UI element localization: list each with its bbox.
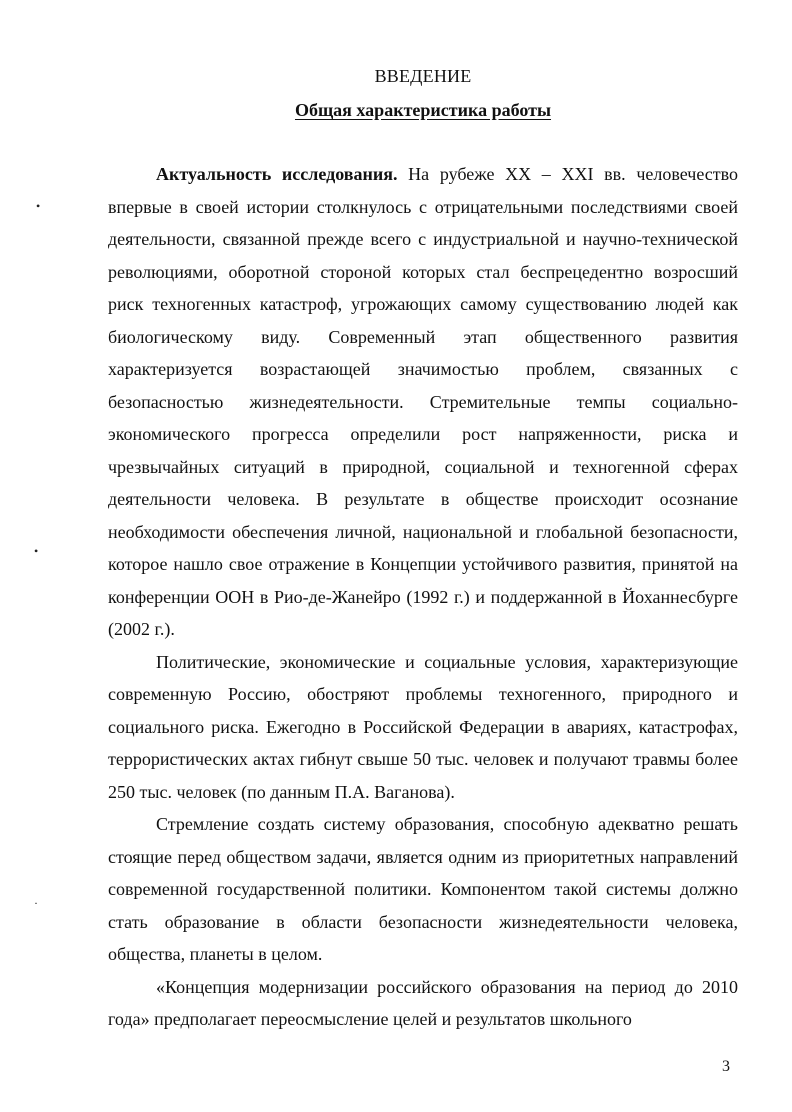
paragraph-text: На рубеже XX – XXI вв. человечество впервые в своей истории столкнулось с отрицательными последствиями своей деятельности, связанной прежде всего с индустриальной и научно-технической революциями, оборотной стороной которых стал беспрецедентно возросший риск техногенных катастроф, угрожающих самому существованию людей как биологическому виду. Современный этап общественного развития характеризуется возрастающей значимостью проблем, связанных с безопасностью жизнедеятельности. Стремительные темпы социально-экономического прогресса определили рост напряженности, риска и чрезвычайных ситуаций в природной, социальной и техногенной сферах деятельности человека. В результате в обществе происходит осознание необходимости обеспечения личной, национальной и глобальной безопасности, которое нашло свое отражение в Концепции устойчивого развития, принятой на конференции ООН в Рио-де-Жанейро (1992 г.) и поддержанной в Йоханнесбурге (2002 г.).: [108, 164, 739, 639]
paragraph-relevance: [108, 158, 738, 646]
paragraph-text: «Концепция модернизации российского образования на период до 2010 года» предполагает переосмысление целей и результатов школьного: [108, 976, 738, 1029]
body-text: [108, 158, 738, 1036]
paragraph-text: Политические, экономические и социальные условия, характеризующие современную Россию, обостряют проблемы техногенного, природного и социального риска. Ежегодно в Российской Федерации в авариях, катастрофах, террористических актах гибнут свыше 50 тыс. человек и получают травмы более 250 тыс. человек (по данным П.А. Ваганова).: [108, 651, 738, 802]
page-title: ВВЕДЕНИЕ: [374, 66, 472, 86]
scan-mark: ·: [34, 896, 38, 910]
scan-mark: •: [36, 199, 41, 213]
paragraph-conditions: [108, 646, 738, 809]
scan-mark: •: [34, 544, 39, 558]
section-subtitle: Общая характеристика работы: [294, 100, 552, 120]
paragraph-education-system: [108, 808, 738, 971]
paragraph-concept: [108, 971, 738, 1036]
paragraph-text: Стремление создать систему образования, способную адекватно решать стоящие перед обществом задачи, является одним из приоритетных направлений современной государственной политики. Компонентом такой системы должно стать образование в области безопасности жизнедеятельности человека, общества, планеты в целом.: [108, 814, 738, 964]
paragraph-lead: Актуальность исследования.: [156, 164, 398, 184]
page-number: 3: [722, 1058, 730, 1075]
